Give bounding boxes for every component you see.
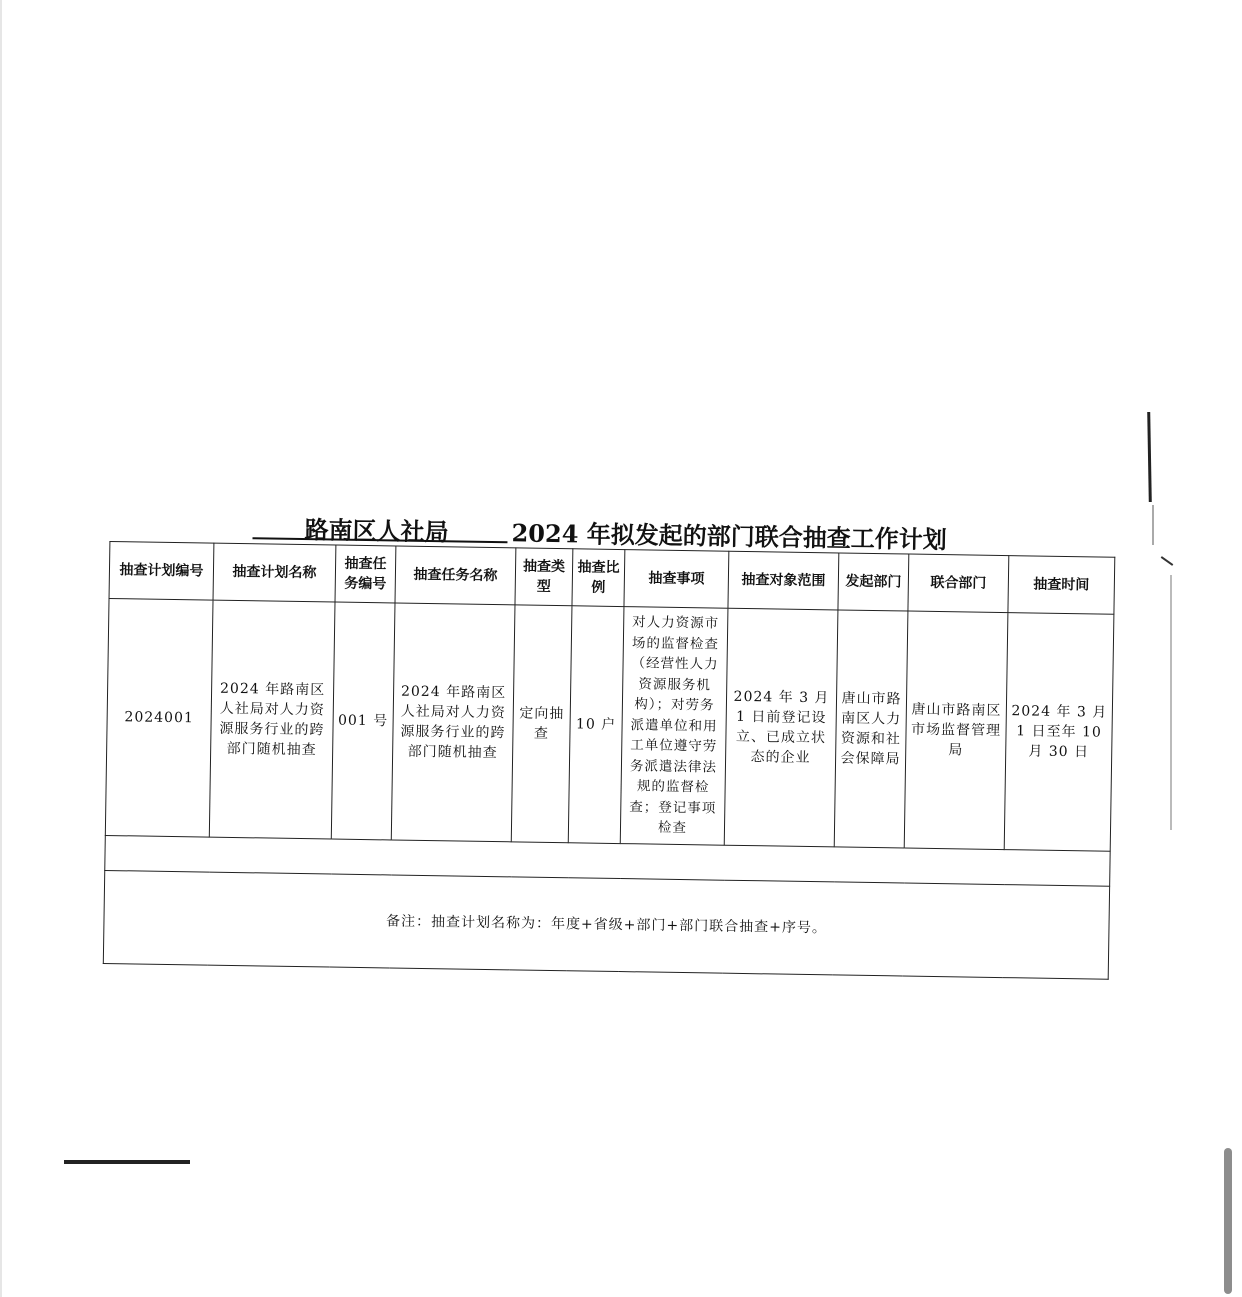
task-name-cell: 2024 年路南区人社局对人力资源服务行业的跨部门随机抽查: [391, 603, 515, 842]
plan-table: [103, 541, 1116, 980]
header-cell: 抽查类型: [515, 548, 573, 606]
scope-cell: 2024 年 3 月 1 日前登记设立、已成立状态的企业: [724, 608, 838, 847]
ratio-cell: 10 户: [568, 606, 624, 844]
joint-dept-cell: 唐山市路南区市场监督管理局: [904, 611, 1008, 850]
plan-name-cell: 2024 年路南区人社局对人力资源服务行业的跨部门随机抽查: [209, 600, 335, 839]
title-text: 2024 年拟发起的部门联合抽查工作计划: [511, 518, 947, 555]
scan-artifact: [1161, 556, 1174, 566]
header-cell: 抽查任务名称: [395, 546, 516, 605]
page-edge: [0, 0, 2, 1297]
header-cell: 抽查比例: [572, 549, 625, 607]
header-cell: 抽查计划名称: [213, 543, 336, 602]
time-cell: 2024 年 3 月 1 日至年 10 月 30 日: [1004, 613, 1114, 852]
header-cell: 抽查计划编号: [109, 542, 214, 601]
scan-artifact: [1147, 412, 1152, 502]
table-row: [105, 598, 1114, 851]
vertical-scrollbar[interactable]: [1224, 1148, 1232, 1294]
document-page: [103, 505, 1115, 980]
plan-number-cell: 2024001: [105, 598, 213, 837]
note-text: 备注：抽查计划名称为：年度+省级+部门+部门联合抽查+序号。: [103, 870, 1109, 979]
title-org: 路南区人社局: [304, 515, 449, 547]
note-row: [103, 870, 1109, 979]
initiator-cell: 唐山市路南区人力资源和社会保障局: [834, 610, 908, 848]
type-cell: 定向抽查: [511, 605, 572, 843]
scan-artifact: [64, 1160, 190, 1164]
items-cell: 对人力资源市场的监督检查（经营性人力资源服务机构）；对劳务派遣单位和用工单位遵守劳务派遣法律法规的监督检查；登记事项检查: [620, 607, 728, 846]
header-cell: 抽查任务编号: [335, 545, 396, 603]
header-cell: 抽查对象范围: [728, 551, 839, 610]
header-cell: 抽查事项: [624, 550, 729, 609]
header-cell: 发起部门: [838, 553, 909, 611]
scan-artifact: [1170, 575, 1172, 830]
scan-artifact: [1152, 505, 1154, 545]
header-cell: 抽查时间: [1008, 556, 1115, 615]
header-cell: 联合部门: [908, 554, 1009, 613]
task-number-cell: 001 号: [331, 602, 395, 840]
